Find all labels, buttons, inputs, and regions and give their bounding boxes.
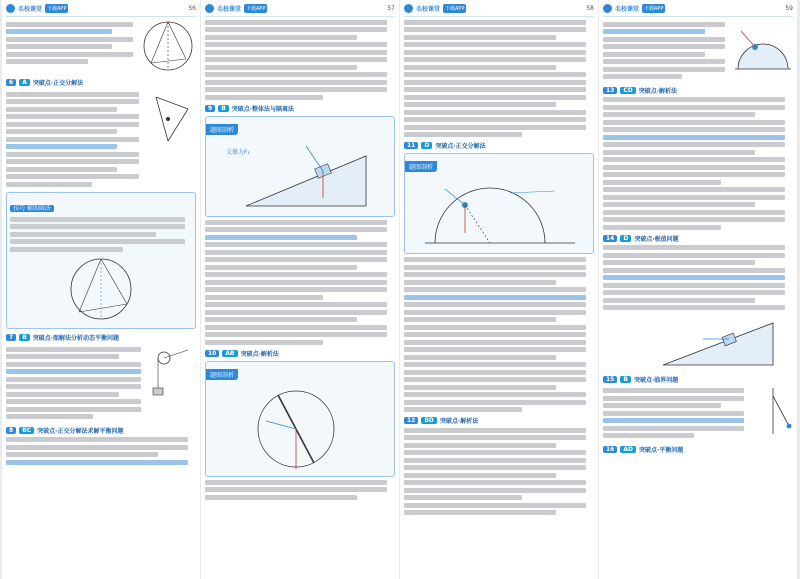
ring-rod-figure bbox=[206, 381, 394, 476]
answer-badge: BC bbox=[19, 427, 34, 434]
answer-badge: B bbox=[19, 334, 30, 341]
question-number: 7 bbox=[6, 334, 16, 341]
answer-badge: AB bbox=[222, 350, 237, 357]
tips-box bbox=[6, 192, 196, 329]
question-number: 16 bbox=[603, 446, 617, 453]
auxiliary-circle-figure bbox=[61, 254, 141, 324]
page-number: 56 bbox=[188, 4, 196, 12]
logo-icon bbox=[6, 4, 15, 13]
answer-badge: CD bbox=[620, 87, 635, 94]
figure-title: 题图剖析 bbox=[405, 161, 437, 172]
page-header bbox=[6, 0, 196, 17]
brand-name: 名校课堂 bbox=[416, 5, 441, 13]
question-12 bbox=[404, 416, 594, 425]
brand-name: 名校课堂 bbox=[217, 5, 242, 13]
incline-figure bbox=[206, 136, 394, 216]
brand-name: 名校课堂 bbox=[615, 5, 640, 13]
figure-label: 支撑力F₁ bbox=[226, 148, 250, 156]
brand-name: 名校课堂 bbox=[18, 5, 43, 13]
logo-icon bbox=[404, 4, 413, 13]
page-number: 59 bbox=[785, 4, 793, 12]
page-number: 57 bbox=[387, 4, 395, 12]
question-14 bbox=[603, 234, 793, 243]
key-point: 突破点·图解法分析动态平衡问题 bbox=[32, 335, 120, 342]
answer-badge: AD bbox=[620, 446, 636, 453]
key-point: 突破点·正交分解法 bbox=[32, 80, 84, 87]
page-1 bbox=[2, 0, 200, 579]
question-15 bbox=[603, 375, 793, 384]
rod-figure bbox=[753, 386, 793, 436]
app-badge: 下载APP bbox=[445, 5, 465, 12]
analysis-figure-1 bbox=[205, 116, 395, 217]
page-2 bbox=[201, 0, 399, 579]
key-point: 突破点·解析法 bbox=[638, 87, 678, 95]
answer-badge: B bbox=[620, 376, 631, 383]
circle-figure bbox=[141, 19, 196, 74]
question-number: 10 bbox=[205, 350, 219, 357]
question-number: 9 bbox=[205, 105, 215, 112]
question-7 bbox=[6, 333, 196, 342]
page-header bbox=[603, 0, 793, 17]
question-number: 15 bbox=[603, 376, 617, 383]
page-header bbox=[205, 0, 395, 17]
question-8 bbox=[6, 426, 196, 435]
key-point: 突破点·极值问题 bbox=[634, 235, 679, 243]
app-badge: 下载APP bbox=[47, 5, 67, 12]
semicircle-figure bbox=[405, 173, 593, 253]
question-number: 6 bbox=[6, 79, 16, 86]
figure-title: 题图剖析 bbox=[206, 369, 238, 380]
page-number: 58 bbox=[586, 4, 594, 12]
logo-icon bbox=[205, 4, 214, 13]
app-badge: 下载APP bbox=[644, 5, 664, 12]
question-16 bbox=[603, 445, 793, 454]
question-11 bbox=[404, 141, 594, 150]
intro-block bbox=[6, 19, 196, 74]
key-point: 突破点·正交分解法求解平衡问题 bbox=[37, 427, 124, 435]
tips-label: 技巧 辅助圆法 bbox=[10, 205, 54, 212]
key-point: 突破点·整体法与隔离法 bbox=[231, 105, 295, 113]
app-badge: 下载APP bbox=[246, 5, 266, 12]
answer-badge: BD bbox=[421, 417, 437, 424]
question-number: 14 bbox=[603, 235, 617, 242]
answer-badge: D bbox=[421, 142, 432, 149]
question-number: 8 bbox=[6, 427, 16, 434]
force-triangle-figure bbox=[148, 89, 196, 149]
page-4 bbox=[599, 0, 797, 579]
question-number: 13 bbox=[603, 87, 617, 94]
analysis-figure bbox=[404, 153, 594, 254]
answer-badge: A bbox=[19, 79, 30, 86]
question-10 bbox=[205, 349, 395, 358]
figure-title: 题图剖析 bbox=[206, 124, 238, 135]
hemisphere-figure bbox=[733, 19, 793, 74]
answer-badge: D bbox=[620, 235, 631, 242]
pulley-figure bbox=[150, 344, 196, 398]
analysis-figure-2 bbox=[205, 361, 395, 477]
page-header bbox=[404, 0, 594, 17]
logo-icon bbox=[603, 4, 612, 13]
key-point: 突破点·临界问题 bbox=[633, 376, 679, 384]
key-point: 突破点·解析法 bbox=[240, 350, 279, 358]
question-9 bbox=[205, 104, 395, 113]
answer-badge: B bbox=[218, 105, 229, 112]
key-point: 突破点·平衡问题 bbox=[638, 446, 684, 454]
page-3 bbox=[400, 0, 598, 579]
question-6 bbox=[6, 78, 196, 87]
key-point: 突破点·正交分解法 bbox=[435, 143, 486, 150]
key-point: 突破点·解析法 bbox=[439, 418, 479, 425]
question-number: 11 bbox=[404, 142, 418, 149]
question-13 bbox=[603, 86, 793, 95]
wedge-figure bbox=[603, 313, 791, 371]
question-number: 12 bbox=[404, 417, 418, 424]
